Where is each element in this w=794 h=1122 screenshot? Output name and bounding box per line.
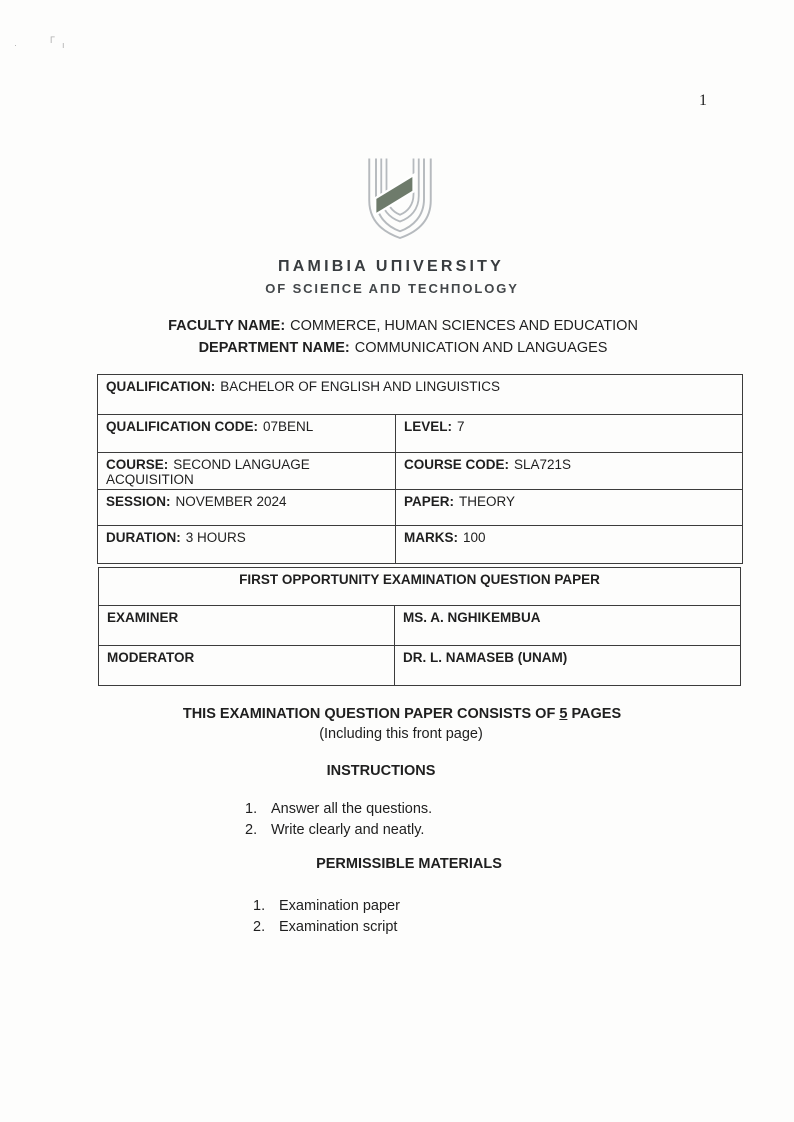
table-row xyxy=(99,606,741,646)
examiner-value-cell: MS. A. NGHIKEMBUA xyxy=(395,606,741,646)
paper-value: THEORY xyxy=(459,494,516,509)
exam-paper-title-cell: FIRST OPPORTUNITY EXAMINATION QUESTION PAPER xyxy=(99,568,741,606)
pages-note-suffix: PAGES xyxy=(567,706,622,722)
course-code-label: COURSE CODE: xyxy=(404,457,510,472)
pages-count: 5 xyxy=(559,706,568,722)
pages-note xyxy=(183,706,621,722)
examiner-label-cell: EXAMINER xyxy=(99,606,395,646)
moderator-value-cell: DR. L. NAMASEB (UNAM) xyxy=(395,646,741,686)
table-row xyxy=(98,415,743,453)
department-line xyxy=(199,340,608,356)
pages-subnote: (Including this front page) xyxy=(319,726,483,742)
scan-artifact: ı xyxy=(62,40,65,50)
qualification-code-cell xyxy=(98,415,396,453)
pages-note-prefix: THIS EXAMINATION QUESTION PAPER CONSISTS OF xyxy=(182,706,560,722)
qualification-value: BACHELOR OF ENGLISH AND LINGUISTICS xyxy=(220,379,501,394)
materials-list xyxy=(253,896,400,937)
session-value: NOVEMBER 2024 xyxy=(175,494,287,509)
level-cell xyxy=(396,415,743,453)
qualification-code-label: QUALIFICATION CODE: xyxy=(106,419,258,434)
faculty-value: COMMERCE, HUMAN SCIENCES AND EDUCATION xyxy=(290,318,638,334)
materials-title: PERMISSIBLE MATERIALS xyxy=(316,856,502,872)
course-cell xyxy=(98,453,396,490)
duration-value: 3 HOURS xyxy=(185,530,246,545)
paper-cell xyxy=(396,490,743,526)
qualification-code-value: 07BENL xyxy=(263,419,314,434)
university-logo xyxy=(355,145,445,253)
table-row xyxy=(99,646,741,686)
moderator-label-cell: MODERATOR xyxy=(99,646,395,686)
marks-cell xyxy=(396,526,743,564)
nust-shield-icon xyxy=(355,145,445,253)
table-row xyxy=(99,568,741,606)
qualification-label: QUALIFICATION: xyxy=(106,379,216,394)
material-item: Examination script xyxy=(279,918,398,935)
instruction-item: Answer all the questions. xyxy=(271,801,433,817)
instruction-item: Write clearly and neatly. xyxy=(271,821,425,838)
table-row xyxy=(98,490,743,526)
scan-artifact: · xyxy=(14,40,17,50)
department-value: COMMUNICATION AND LANGUAGES xyxy=(354,340,608,356)
session-label: SESSION: xyxy=(106,494,171,509)
page-number: 1 xyxy=(699,92,707,109)
exam-staff-table xyxy=(98,567,741,686)
qualification-cell xyxy=(98,375,743,415)
university-name: ΠAMIBIA UΠIVERSITY xyxy=(278,258,504,275)
university-name-subline: OF SCIEΠCE AΠD TECHΠOLOGY xyxy=(265,281,519,296)
table-row xyxy=(98,375,743,415)
marks-value: 100 xyxy=(463,530,486,545)
course-code-value: SLA721S xyxy=(514,457,572,472)
instructions-list xyxy=(245,799,432,840)
duration-cell xyxy=(98,526,396,564)
duration-label: DURATION: xyxy=(106,530,181,545)
faculty-label: FACULTY NAME: xyxy=(168,318,286,334)
level-value: 7 xyxy=(457,419,465,434)
course-value: SECOND LANGUAGE ACQUISITION xyxy=(106,457,310,487)
course-details-table xyxy=(97,374,743,564)
scan-artifact: Γ xyxy=(50,35,55,45)
level-label: LEVEL: xyxy=(404,419,453,434)
course-code-cell xyxy=(396,453,743,490)
course-label: COURSE: xyxy=(106,457,169,472)
table-row xyxy=(98,526,743,564)
faculty-line xyxy=(168,318,638,334)
department-label: DEPARTMENT NAME: xyxy=(198,340,350,356)
table-row xyxy=(98,453,743,490)
material-item: Examination paper xyxy=(279,898,400,914)
paper-label: PAPER: xyxy=(404,494,455,509)
marks-label: MARKS: xyxy=(404,530,458,545)
session-cell xyxy=(98,490,396,526)
instructions-title: INSTRUCTIONS xyxy=(326,763,436,779)
